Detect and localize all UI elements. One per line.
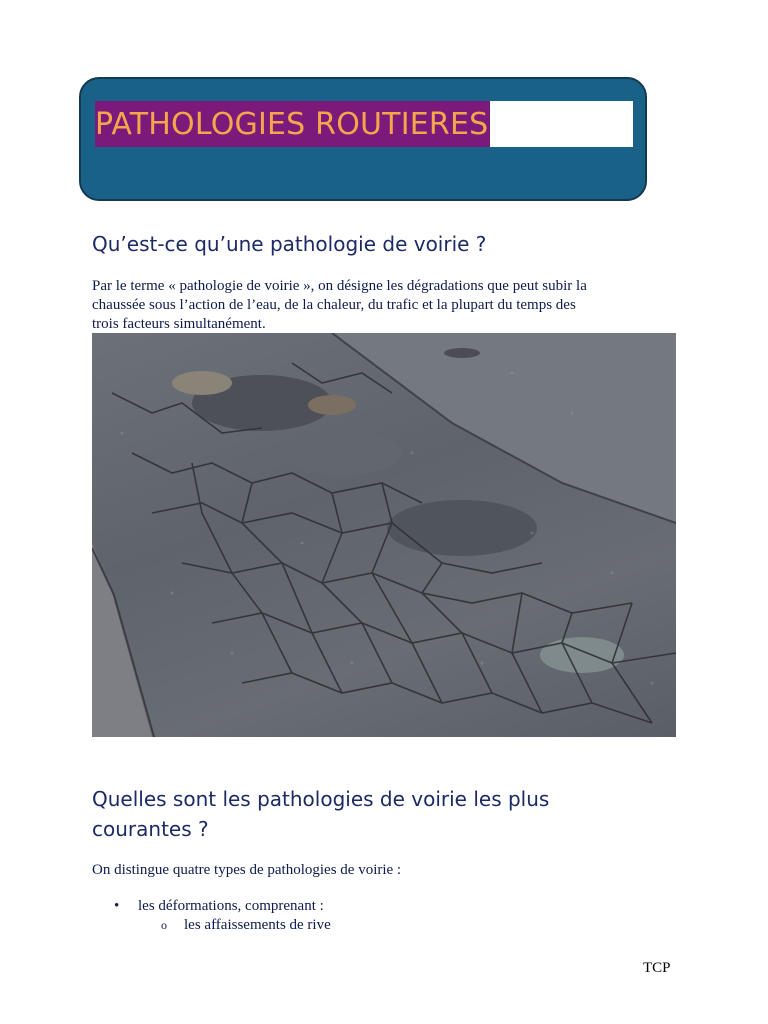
definition-line-3: trois facteurs simultanément. <box>92 316 266 332</box>
bullet-icon: • <box>114 898 120 914</box>
section-heading-common-pathologies-line-1: Quelles sont les pathologies de voirie les plus <box>92 787 550 811</box>
footer-initials: TCP <box>643 960 671 976</box>
definition-line-2: chaussée sous l’action de l’eau, de la chaleur, du trafic et la plupart du temps des <box>92 297 576 313</box>
section-heading-definition: Qu’est-ce qu’une pathologie de voirie ? <box>92 232 487 256</box>
sub-bullet-text-affaissements: les affaissements de rive <box>184 917 331 933</box>
types-intro: On distingue quatre types de pathologies de voirie : <box>92 862 402 878</box>
road-damage-photo <box>92 333 676 737</box>
list-item <box>92 916 492 935</box>
section-heading-common-pathologies-line-2: courantes ? <box>92 817 209 841</box>
pathology-list <box>92 897 592 937</box>
page-title: PATHOLOGIES ROUTIERES <box>95 101 490 147</box>
list-item <box>92 897 492 916</box>
circle-bullet-icon: o <box>161 918 167 932</box>
bullet-text-deformations: les déformations, comprenant : <box>138 898 324 914</box>
cracked-asphalt-image <box>92 333 676 737</box>
definition-line-1: Par le terme « pathologie de voirie », on désigne les dégradations que peut subir la <box>92 278 587 294</box>
